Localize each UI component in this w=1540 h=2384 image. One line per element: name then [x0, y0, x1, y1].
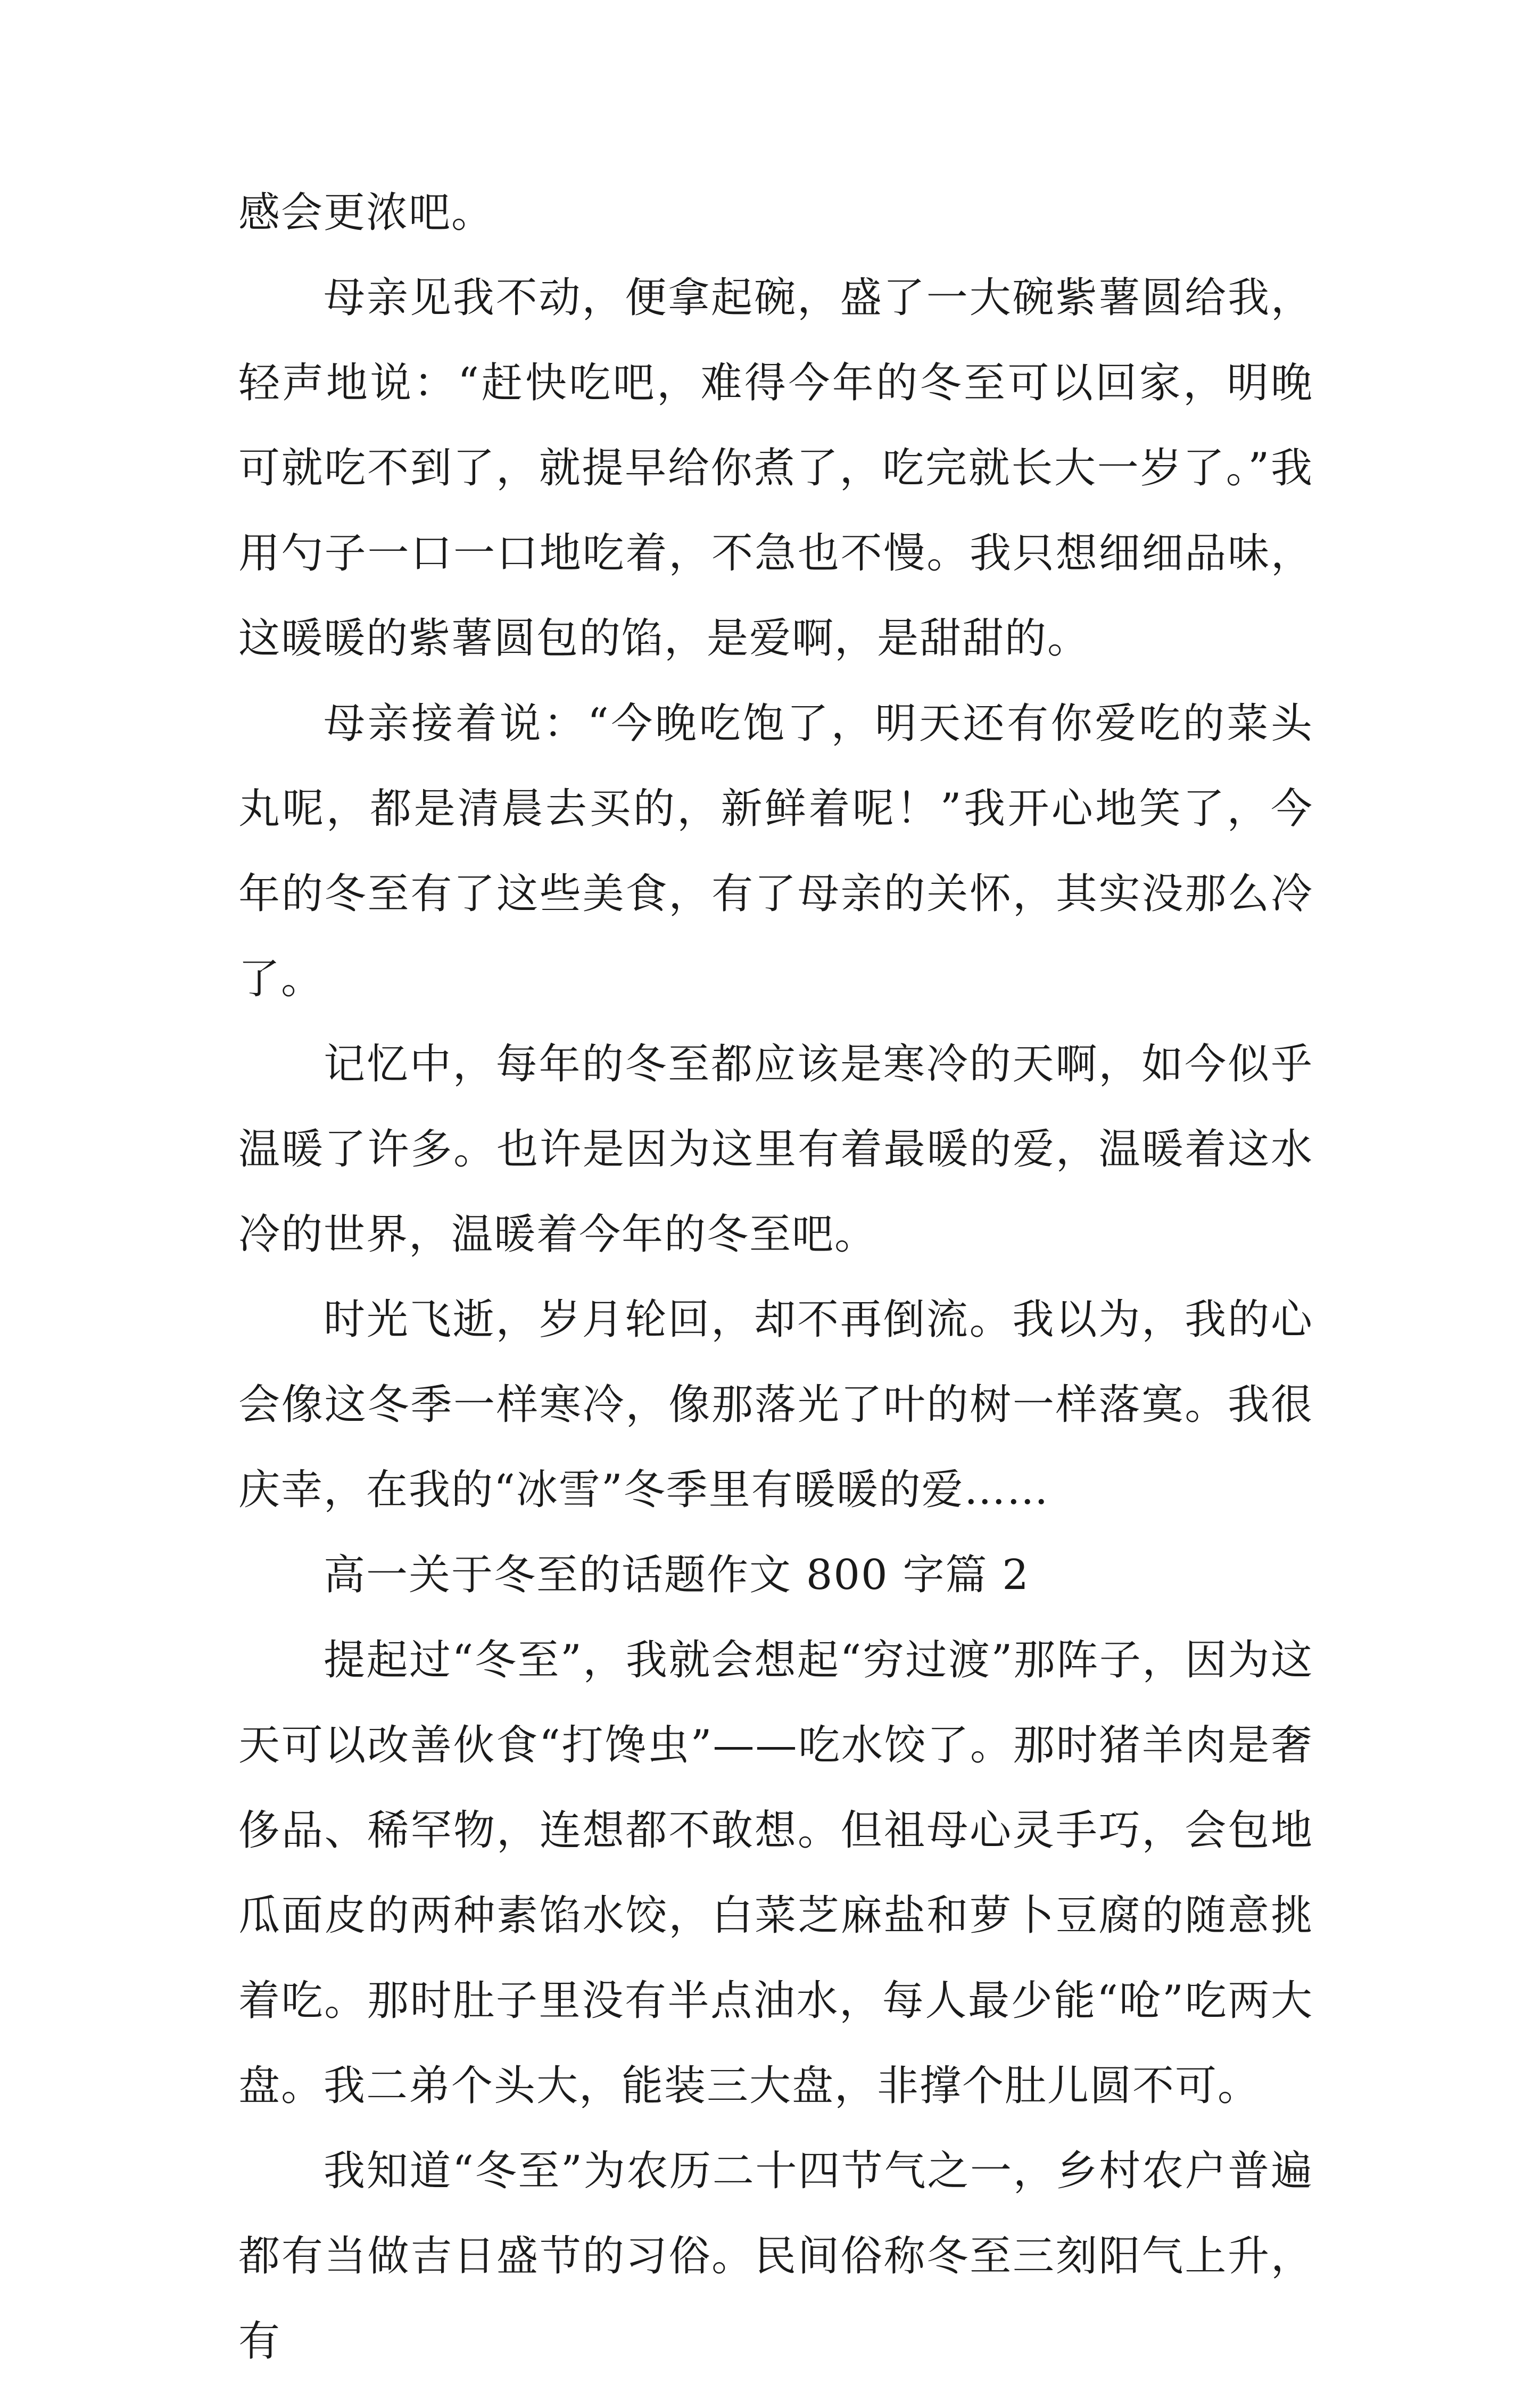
- section-heading: 高一关于冬至的话题作文 800 字篇 2: [324, 1551, 1030, 1599]
- paragraph: 记忆中，每年的冬至都应该是寒冷的天啊，如今似乎温暖了许多。也许是因为这里有着最暖的爱，温暖着这水冷的世界，温暖着今年的冬至吧。: [238, 1040, 1313, 1259]
- paragraph: 母亲见我不动，便拿起碗，盛了一大碗紫薯圆给我，轻声地说：“赶快吃吧，难得今年的冬至可以回家，明晚可就吃不到了，就提早给你煮了，吃完就长大一岁了。”我用勺子一口一口地吃着，不急也不慢。我只想细细品味，这暖暖的紫薯圆包的馅，是爱啊，是甜甜的。: [238, 274, 1313, 663]
- paragraph: 母亲接着说：“今晚吃饱了，明天还有你爱吃的菜头丸呢，都是清晨去买的，新鲜着呢！”我开心地笑了，今年的冬至有了这些美食，有了母亲的关怀，其实没那么冷了。: [238, 700, 1313, 1003]
- article-body: [238, 170, 1313, 2384]
- paragraph-continuation: 感会更浓吧。: [238, 189, 494, 237]
- paragraph: 提起过“冬至”，我就会想起“穷过渡”那阵子，因为这天可以改善伙食“打馋虫”——吃水饺了。那时猪羊肉是奢侈品、稀罕物，连想都不敢想。但祖母心灵手巧，会包地瓜面皮的两种素馅水饺，白菜芝麻盐和萝卜豆腐的随意挑着吃。那时肚子里没有半点油水，每人最少能“呛”吃两大盘。我二弟个头大，能装三大盘，非撑个肚儿圆不可。: [238, 1636, 1313, 2110]
- paragraph: 我知道“冬至”为农历二十四节气之一，乡村农户普遍都有当做吉日盛节的习俗。民间俗称冬至三刻阳气上升，有: [238, 2147, 1313, 2365]
- paragraph: 时光飞逝，岁月轮回，却不再倒流。我以为，我的心会像这冬季一样寒冷，像那落光了叶的树一样落寞。我很庆幸，在我的“冰雪”冬季里有暖暖的爱……: [238, 1296, 1313, 1514]
